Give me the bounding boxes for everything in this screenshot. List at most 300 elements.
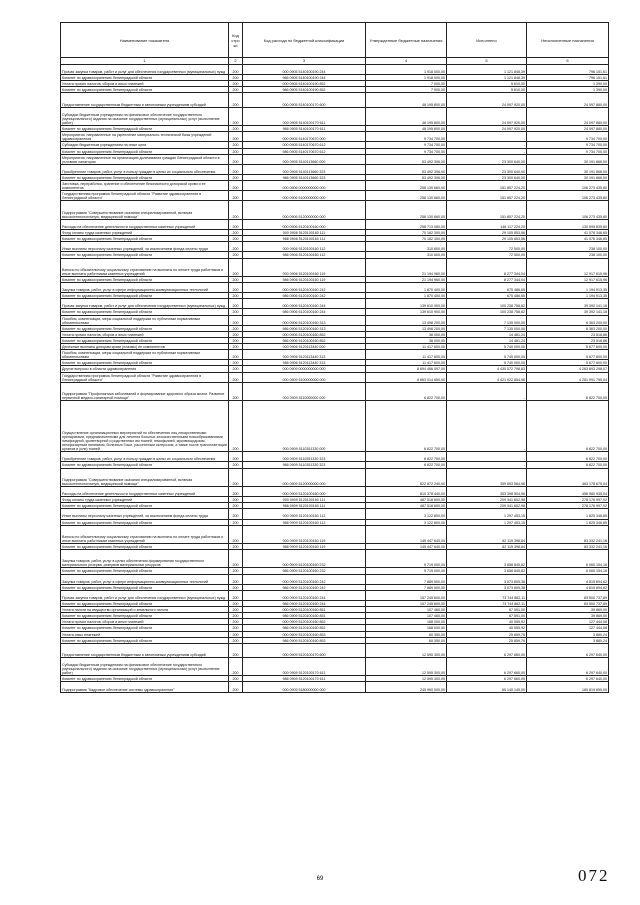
- row-approved: 1 870 400,00: [366, 293, 447, 299]
- row-line-code: 200: [229, 503, 243, 509]
- row-name: Пособия, компенсации, меры социальной поддержки по публичным нормативным обязательствам: [61, 315, 229, 325]
- row-approved: 48 195 800,00: [366, 93, 447, 107]
- row-unexecuted: 30 191 666,00: [527, 154, 609, 164]
- row-unexecuted: 278 176 997,02: [527, 497, 609, 503]
- row-name: Другие вопросы в области здравоохранения: [61, 366, 229, 372]
- row-executed: 5 740 000,00: [447, 344, 527, 350]
- row-approved: 157 245 600,00: [366, 601, 447, 607]
- row-name: Приобретение товаров, работ, услуг в пользу граждан в целях их социального обеспечения: [61, 452, 229, 462]
- row-approved: 9 734 700,00: [366, 142, 447, 148]
- column-number-row: [61, 58, 609, 65]
- column-number: 1: [61, 58, 229, 65]
- row-approved: 7 000,00: [366, 87, 447, 93]
- table-row: [61, 219, 609, 229]
- row-executed: -: [447, 401, 527, 452]
- row-unexecuted: 6 822 700,00: [527, 401, 609, 452]
- row-line-code: 200: [229, 164, 243, 174]
- row-executed: 67 591,00: [447, 613, 527, 619]
- row-line-code: 200: [229, 637, 243, 643]
- row-kbk-code: 000 0905 5140113660 323: [243, 164, 366, 174]
- row-executed: 675 486,65: [447, 293, 527, 299]
- row-name: Уплата иных платежей: [61, 631, 229, 637]
- row-unexecuted: 5 677 600,00: [527, 344, 609, 350]
- table-row: [61, 242, 609, 252]
- budget-execution-table: [60, 22, 609, 693]
- row-kbk-code: 000 0909 5110351330 323: [243, 452, 366, 462]
- row-approved: 1 918 000,00: [366, 65, 447, 75]
- row-line-code: 200: [229, 315, 243, 325]
- row-kbk-code: 986 0906 5120113440 313: [243, 360, 366, 366]
- row-kbk-code: 000 0909 5120100160 244: [243, 590, 366, 600]
- row-approved: 145 447 640,00: [366, 525, 447, 543]
- table-row: [61, 283, 609, 293]
- row-name: Субсидии бюджетным учреждениям на финансовое обеспечение государственного (муниципального) задания на оказание государственных (муниципальных) услуг (выполнение работ): [61, 657, 229, 675]
- row-line-code: 200: [229, 126, 243, 132]
- row-executed: 3 073 805,38: [447, 584, 527, 590]
- row-kbk-code: 000 0909 5110351330 000: [243, 401, 366, 452]
- row-kbk-code: 986 0905 5140170670 612: [243, 148, 366, 154]
- row-name: Комитет по здравоохранению Ленинградской области: [61, 175, 229, 181]
- row-executed: 8 277 344,04: [447, 276, 527, 282]
- row-unexecuted: 83 332 241,16: [527, 525, 609, 543]
- row-line-code: 200: [229, 619, 243, 625]
- row-executed: 25 859,76: [447, 631, 527, 637]
- row-executed: 62 115 398,84: [447, 543, 527, 549]
- row-unexecuted: 4 281 991 795,04: [527, 372, 609, 382]
- row-approved: 12 595 300,00: [366, 657, 447, 675]
- row-kbk-code: 000 0905 5140100170 611: [243, 107, 366, 125]
- row-kbk-code: 000 0906 5120100160 112: [243, 242, 366, 252]
- row-executed: 100 238 758,82: [447, 299, 527, 309]
- row-approved: 487 518 600,00: [366, 503, 447, 509]
- row-executed: 25 859,76: [447, 637, 527, 643]
- row-unexecuted: 9 734 700,00: [527, 132, 609, 142]
- row-line-code: 200: [229, 142, 243, 148]
- row-kbk-code: 000 0909 5120100160 111: [243, 497, 366, 503]
- row-executed: 5 610,00: [447, 81, 527, 87]
- table-row: [61, 164, 609, 174]
- row-line-code: 200: [229, 631, 243, 637]
- row-executed: 5 740 000,00: [447, 360, 527, 366]
- row-kbk-code: 986 0906 5120100160 112: [243, 252, 366, 258]
- row-name: Комитет по здравоохранению Ленинградской области: [61, 462, 229, 468]
- row-approved: 70 182 300,00: [366, 230, 447, 236]
- table-row: [61, 181, 609, 191]
- row-unexecuted: 6 060 154,18: [527, 568, 609, 574]
- row-approved: 12 595 300,00: [366, 643, 447, 657]
- row-line-code: 200: [229, 154, 243, 164]
- row-approved: 11 417 600,00: [366, 344, 447, 350]
- row-kbk-code: 000 0906 5120113440 313: [243, 350, 366, 360]
- row-name: Комитет по здравоохранению Ленинградской области: [61, 637, 229, 643]
- row-approved: 8 663 014 650,00: [366, 372, 447, 382]
- row-approved: 6 822 700,00: [366, 452, 447, 462]
- row-unexecuted: 5 677 600,00: [527, 360, 609, 366]
- row-approved: 11 417 600,00: [366, 350, 447, 360]
- row-approved: 53 492 306,00: [366, 154, 447, 164]
- row-name: Предоставление государственным бюджетным и автономным учреждениям субсидий: [61, 93, 229, 107]
- row-line-code: 200: [229, 584, 243, 590]
- row-executed: 675 486,65: [447, 283, 527, 293]
- row-unexecuted: 41 076 346,65: [527, 230, 609, 236]
- row-approved: 3 122 800,00: [366, 519, 447, 525]
- row-kbk-code: 000 0909 5120100160 853: [243, 631, 366, 637]
- row-unexecuted: 456 980 935,04: [527, 486, 609, 496]
- row-name: Государственная программа Ленинградской области "Развитие здравоохранения в Ленинградской области": [61, 372, 229, 382]
- row-line-code: 200: [229, 65, 243, 75]
- row-approved: 13 498 200,00: [366, 325, 447, 331]
- row-kbk-code: 000 0909 5120100160 852: [243, 619, 366, 625]
- row-kbk-code: 986 0906 5120100160 852: [243, 337, 366, 343]
- row-kbk-code: 000 0906 5120100160 111: [243, 230, 366, 236]
- column-number: 5: [447, 58, 527, 65]
- row-kbk-code: 986 0905 5140100190 852: [243, 87, 366, 93]
- row-unexecuted: 6 297 640,00: [527, 657, 609, 675]
- table-row: [61, 468, 609, 486]
- row-executed: 24 097 920,00: [447, 126, 527, 132]
- row-name: Уплата прочих налогов, сборов и иных платежей: [61, 331, 229, 337]
- row-executed: 5 610,00: [447, 87, 527, 93]
- row-kbk-code: 986 0905 5140113660 323: [243, 175, 366, 181]
- row-line-code: 200: [229, 568, 243, 574]
- row-unexecuted: 6 297 640,00: [527, 643, 609, 657]
- row-line-code: 200: [229, 676, 243, 682]
- row-executed: 6 297 660,00: [447, 643, 527, 657]
- row-unexecuted: 24 097 880,00: [527, 126, 609, 132]
- row-unexecuted: 238 100,00: [527, 252, 609, 258]
- row-unexecuted: 106 273 435,80: [527, 181, 609, 191]
- row-line-code: 200: [229, 350, 243, 360]
- row-unexecuted: 83 500 737,89: [527, 601, 609, 607]
- row-kbk-code: 000 0909 5120100170 600: [243, 643, 366, 657]
- row-kbk-code: 000 0906 5120113440 000: [243, 344, 366, 350]
- report-sheet: [60, 22, 608, 693]
- row-name: Закупка товаров, работ, услуг в сфере информационно-коммуникационных технологий: [61, 283, 229, 293]
- table-row: [61, 201, 609, 219]
- row-approved: 245 960 000,00: [366, 682, 447, 692]
- row-executed: 3 073 805,38: [447, 574, 527, 584]
- row-kbk-code: 000 0905 5140100190 852: [243, 81, 366, 87]
- row-approved: 9 734 700,00: [366, 148, 447, 154]
- row-name: Комитет по здравоохранению Ленинградской области: [61, 236, 229, 242]
- row-approved: 6 822 700,00: [366, 401, 447, 452]
- row-executed: 7 135 000,00: [447, 315, 527, 325]
- row-executed: 24 097 920,00: [447, 93, 527, 107]
- row-approved: 21 194 960,00: [366, 258, 447, 276]
- row-unexecuted: 6 297 640,00: [527, 676, 609, 682]
- row-unexecuted: 24 097 880,00: [527, 93, 609, 107]
- table-row: [61, 350, 609, 360]
- table-row: [61, 643, 609, 657]
- row-line-code: 200: [229, 452, 243, 462]
- row-executed: 3 658 845,82: [447, 568, 527, 574]
- row-line-code: 200: [229, 550, 243, 568]
- row-kbk-code: 986 0909 5120100160 232: [243, 568, 366, 574]
- row-line-code: 200: [229, 283, 243, 293]
- row-approved: 9 719 000,00: [366, 568, 447, 574]
- row-approved: 38 000,00: [366, 337, 447, 343]
- row-approved: 70 182 300,00: [366, 236, 447, 242]
- header-line-code: Код стро ки: [229, 23, 243, 58]
- table-row: [61, 315, 609, 325]
- row-unexecuted: 39 392 141,18: [527, 309, 609, 315]
- row-unexecuted: 9 734 700,00: [527, 142, 609, 148]
- row-name: Прочая закупка товаров, работ и услуг для обеспечения государственных (муниципальных) нужд: [61, 299, 229, 309]
- row-name: Комитет по здравоохранению Ленинградской области: [61, 75, 229, 81]
- table-row: [61, 509, 609, 519]
- row-unexecuted: 6 822 700,00: [527, 462, 609, 468]
- row-unexecuted: 4 815 694,62: [527, 574, 609, 584]
- row-line-code: 200: [229, 230, 243, 236]
- row-name: Комитет по здравоохранению Ленинградской области: [61, 276, 229, 282]
- row-approved: 157 245 600,00: [366, 590, 447, 600]
- row-executed: 151 857 224,20: [447, 191, 527, 201]
- row-approved: 810 378 440,00: [366, 486, 447, 496]
- row-kbk-code: 000 0905 5140170670 612: [243, 142, 366, 148]
- row-executed: 209 341 602,98: [447, 497, 527, 503]
- row-unexecuted: 6 363 200,00: [527, 315, 609, 325]
- row-line-code: 200: [229, 252, 243, 258]
- row-line-code: 200: [229, 337, 243, 343]
- row-approved: 11 417 600,00: [366, 360, 447, 366]
- row-executed: 209 341 602,98: [447, 503, 527, 509]
- row-unexecuted: 796 151,61: [527, 65, 609, 75]
- row-approved: 48 195 800,00: [366, 126, 447, 132]
- table-row: [61, 682, 609, 692]
- row-line-code: 200: [229, 657, 243, 675]
- row-executed: 6 297 660,00: [447, 676, 527, 682]
- row-name: Приобретение товаров, работ, услуг в пользу граждан в целях их социального обеспечения: [61, 164, 229, 174]
- row-executed: 24 097 920,00: [447, 107, 527, 125]
- row-unexecuted: 3 880,24: [527, 637, 609, 643]
- row-unexecuted: 30 191 666,00: [527, 164, 609, 174]
- row-executed: 14 481,24: [447, 337, 527, 343]
- row-kbk-code: 000 0905 5140113660 000: [243, 154, 366, 164]
- row-kbk-code: 000 0905 5140100170 600: [243, 93, 366, 107]
- row-unexecuted: 278 176 997,02: [527, 503, 609, 509]
- row-executed: 148 117 224,20: [447, 219, 527, 229]
- row-kbk-code: 000 0906 0000000000 000: [243, 181, 366, 191]
- table-body: [61, 65, 609, 693]
- row-name: Комитет по здравоохранению Ленинградской области: [61, 325, 229, 331]
- table-row: [61, 154, 609, 164]
- row-kbk-code: 000 0906 5100000000 000: [243, 191, 366, 201]
- row-approved: 8 694 466 097,00: [366, 366, 447, 372]
- row-name: Комитет по здравоохранению Ленинградской области: [61, 584, 229, 590]
- row-name: Иные выплаты персоналу казенных учреждений, за исключением фонда оплаты труда: [61, 242, 229, 252]
- row-name: Уплата налога на имущество организаций и земельного налога: [61, 607, 229, 613]
- header-approved: Утвержденные бюджетные назначения: [366, 23, 447, 58]
- row-executed: 1 121 848,39: [447, 75, 527, 81]
- row-name: Фонд оплаты труда казенных учреждений: [61, 230, 229, 236]
- row-executed: 151 857 224,20: [447, 181, 527, 191]
- column-number: 4: [366, 58, 447, 65]
- row-unexecuted: 1 390,00: [527, 81, 609, 87]
- row-line-code: 200: [229, 601, 243, 607]
- row-name: Комитет по здравоохранению Ленинградской области: [61, 293, 229, 299]
- row-line-code: 200: [229, 236, 243, 242]
- row-executed: 73 744 862,11: [447, 601, 527, 607]
- row-line-code: 200: [229, 497, 243, 503]
- row-name: Комитет по здравоохранению Ленинградской области: [61, 676, 229, 682]
- row-kbk-code: 000 0906 5120100160 000: [243, 219, 366, 229]
- table-row: [61, 486, 609, 496]
- row-approved: 487 518 600,00: [366, 497, 447, 503]
- row-executed: 1 121 848,39: [447, 65, 527, 75]
- row-unexecuted: 83 332 241,16: [527, 543, 609, 549]
- column-number: 3: [243, 58, 366, 65]
- table-row: [61, 401, 609, 452]
- table-row: [61, 382, 609, 400]
- row-name: Расходы на обеспечение деятельности государственных казенных учреждений: [61, 486, 229, 496]
- row-executed: 23 300 640,00: [447, 164, 527, 174]
- row-kbk-code: 986 0909 5120100160 111: [243, 503, 366, 509]
- row-name: Комитет по здравоохранению Ленинградской области: [61, 601, 229, 607]
- row-executed: 3 658 845,82: [447, 550, 527, 568]
- row-approved: 310 600,00: [366, 252, 447, 258]
- row-kbk-code: 986 0906 5120100160 242: [243, 293, 366, 299]
- row-kbk-code: 986 0909 5120100160 851: [243, 613, 366, 619]
- row-kbk-code: 000 0906 5120100160 244: [243, 299, 366, 309]
- row-line-code: 200: [229, 625, 243, 631]
- row-executed: 73 744 862,11: [447, 590, 527, 600]
- row-unexecuted: 1 825 346,85: [527, 519, 609, 525]
- row-line-code: 200: [229, 519, 243, 525]
- row-kbk-code: 000 0909 5120100160 851: [243, 607, 366, 613]
- row-unexecuted: 238 100,00: [527, 242, 609, 252]
- row-line-code: 200: [229, 462, 243, 468]
- row-line-code: 200: [229, 219, 243, 229]
- row-executed: -: [447, 148, 527, 154]
- row-name: Фонд оплаты труда казенных учреждений: [61, 497, 229, 503]
- row-kbk-code: 986 0909 5120100170 611: [243, 676, 366, 682]
- row-line-code: 200: [229, 574, 243, 584]
- table-row: [61, 258, 609, 276]
- row-executed: 67 591,00: [447, 607, 527, 613]
- row-approved: 48 195 800,00: [366, 107, 447, 125]
- row-line-code: 200: [229, 331, 243, 337]
- row-executed: 23 300 640,00: [447, 175, 527, 181]
- row-line-code: 200: [229, 525, 243, 543]
- row-line-code: 200: [229, 613, 243, 619]
- row-name: Денежные выплаты донорам крови (плазмы) ее компонентов: [61, 344, 229, 350]
- row-kbk-code: 000 0909 5120100170 611: [243, 657, 366, 675]
- row-approved: 168 000,00: [366, 619, 447, 625]
- row-line-code: 200: [229, 93, 243, 107]
- row-line-code: 200: [229, 132, 243, 142]
- row-line-code: 200: [229, 682, 243, 692]
- row-line-code: 200: [229, 276, 243, 282]
- row-line-code: 200: [229, 148, 243, 154]
- table-row: [61, 299, 609, 309]
- row-approved: 9 734 700,00: [366, 132, 447, 142]
- row-unexecuted: 83 500 737,89: [527, 590, 609, 600]
- row-line-code: 200: [229, 509, 243, 519]
- row-unexecuted: 23 518,86: [527, 337, 609, 343]
- header-name: Наименование показателя: [61, 23, 229, 58]
- row-unexecuted: 39 869,00: [527, 607, 609, 613]
- row-executed: -: [447, 132, 527, 142]
- row-name: Предоставление государственным бюджетным и автономным учреждениям субсидий: [61, 643, 229, 657]
- row-name: Комитет по здравоохранению Ленинградской области: [61, 87, 229, 93]
- row-approved: 3 122 800,00: [366, 509, 447, 519]
- row-approved: 7 000,00: [366, 81, 447, 87]
- row-unexecuted: 127 444,08: [527, 619, 609, 625]
- row-approved: 12 595 300,00: [366, 676, 447, 682]
- row-unexecuted: 6 822 700,00: [527, 382, 609, 400]
- table-row: [61, 574, 609, 584]
- row-name: Подпрограмма "Профилактика заболеваний и формирование здорового образа жизни. Развитие первичной медико-санитарной помощи": [61, 382, 229, 400]
- row-name: Закупка товаров, работ, услуг в сфере информационно-коммуникационных технологий: [61, 574, 229, 584]
- row-executed: 4 421 022 854,96: [447, 372, 527, 382]
- table-row: [61, 372, 609, 382]
- row-line-code: 200: [229, 382, 243, 400]
- row-executed: 8 277 344,04: [447, 258, 527, 276]
- row-unexecuted: 106 273 435,80: [527, 191, 609, 201]
- row-approved: 258 713 080,00: [366, 219, 447, 229]
- row-executed: -: [447, 452, 527, 462]
- row-approved: 310 600,00: [366, 242, 447, 252]
- row-unexecuted: 1 825 346,85: [527, 509, 609, 519]
- row-approved: 60 350,00: [366, 637, 447, 643]
- table-row: [61, 550, 609, 568]
- row-name: Комитет по здравоохранению Ленинградской области: [61, 360, 229, 366]
- row-kbk-code: 000 0909 5120100160 112: [243, 509, 366, 519]
- row-unexecuted: 39 869,00: [527, 613, 609, 619]
- row-kbk-code: 000 0906 5120000000 000: [243, 201, 366, 219]
- row-line-code: 200: [229, 175, 243, 181]
- row-executed: 7 135 000,00: [447, 325, 527, 331]
- row-unexecuted: 12 917 615,96: [527, 258, 609, 276]
- table-row: [61, 452, 609, 462]
- row-approved: 60 350,00: [366, 631, 447, 637]
- row-line-code: 200: [229, 607, 243, 613]
- row-name: Осуществление организационных мероприятий по обеспечению лиц лекарственными препаратами, предназначенными для лечения больных злокачественными новообразованиями лимфоидной, кроветворной и родственных им тканей, гемофилией, муковисцидозом, гипофизарным нанизмом, болезнью Гоше, рассеянным склерозом, а также после трансплантации органов и (или) тканей: [61, 401, 229, 452]
- row-line-code: 200: [229, 201, 243, 219]
- row-line-code: 200: [229, 87, 243, 93]
- row-approved: 7 889 500,00: [366, 584, 447, 590]
- row-approved: 168 000,00: [366, 625, 447, 631]
- row-line-code: 200: [229, 543, 243, 549]
- row-kbk-code: 986 0909 5110351330 323: [243, 462, 366, 468]
- row-unexecuted: 12 917 615,96: [527, 276, 609, 282]
- row-name: Комитет по здравоохранению Ленинградской области: [61, 543, 229, 549]
- row-executed: 72 500,00: [447, 242, 527, 252]
- row-executed: 353 398 504,96: [447, 486, 527, 496]
- row-kbk-code: 986 0909 5120100160 112: [243, 519, 366, 525]
- row-line-code: 200: [229, 299, 243, 309]
- row-unexecuted: 6 363 200,00: [527, 325, 609, 331]
- row-kbk-code: 986 0909 5120100160 242: [243, 584, 366, 590]
- row-kbk-code: 986 0909 5120100160 853: [243, 637, 366, 643]
- row-approved: 21 194 960,00: [366, 276, 447, 282]
- row-approved: 139 610 900,00: [366, 299, 447, 309]
- row-executed: -: [447, 142, 527, 148]
- row-executed: 100 238 758,82: [447, 309, 527, 315]
- row-executed: 4 430 572 798,83: [447, 366, 527, 372]
- row-kbk-code: 000 0905 5140170670 000: [243, 132, 366, 142]
- row-kbk-code: 000 0909 5110000000 000: [243, 382, 366, 400]
- row-line-code: 200: [229, 81, 243, 87]
- row-approved: 1 870 400,00: [366, 283, 447, 293]
- row-line-code: 200: [229, 181, 243, 191]
- row-approved: 258 130 660,00: [366, 181, 447, 191]
- row-unexecuted: 4 263 893 298,07: [527, 366, 609, 372]
- row-unexecuted: 796 151,61: [527, 75, 609, 81]
- row-approved: 1 918 000,00: [366, 75, 447, 81]
- page-number: 69: [316, 876, 324, 882]
- row-executed: 6 297 660,00: [447, 657, 527, 675]
